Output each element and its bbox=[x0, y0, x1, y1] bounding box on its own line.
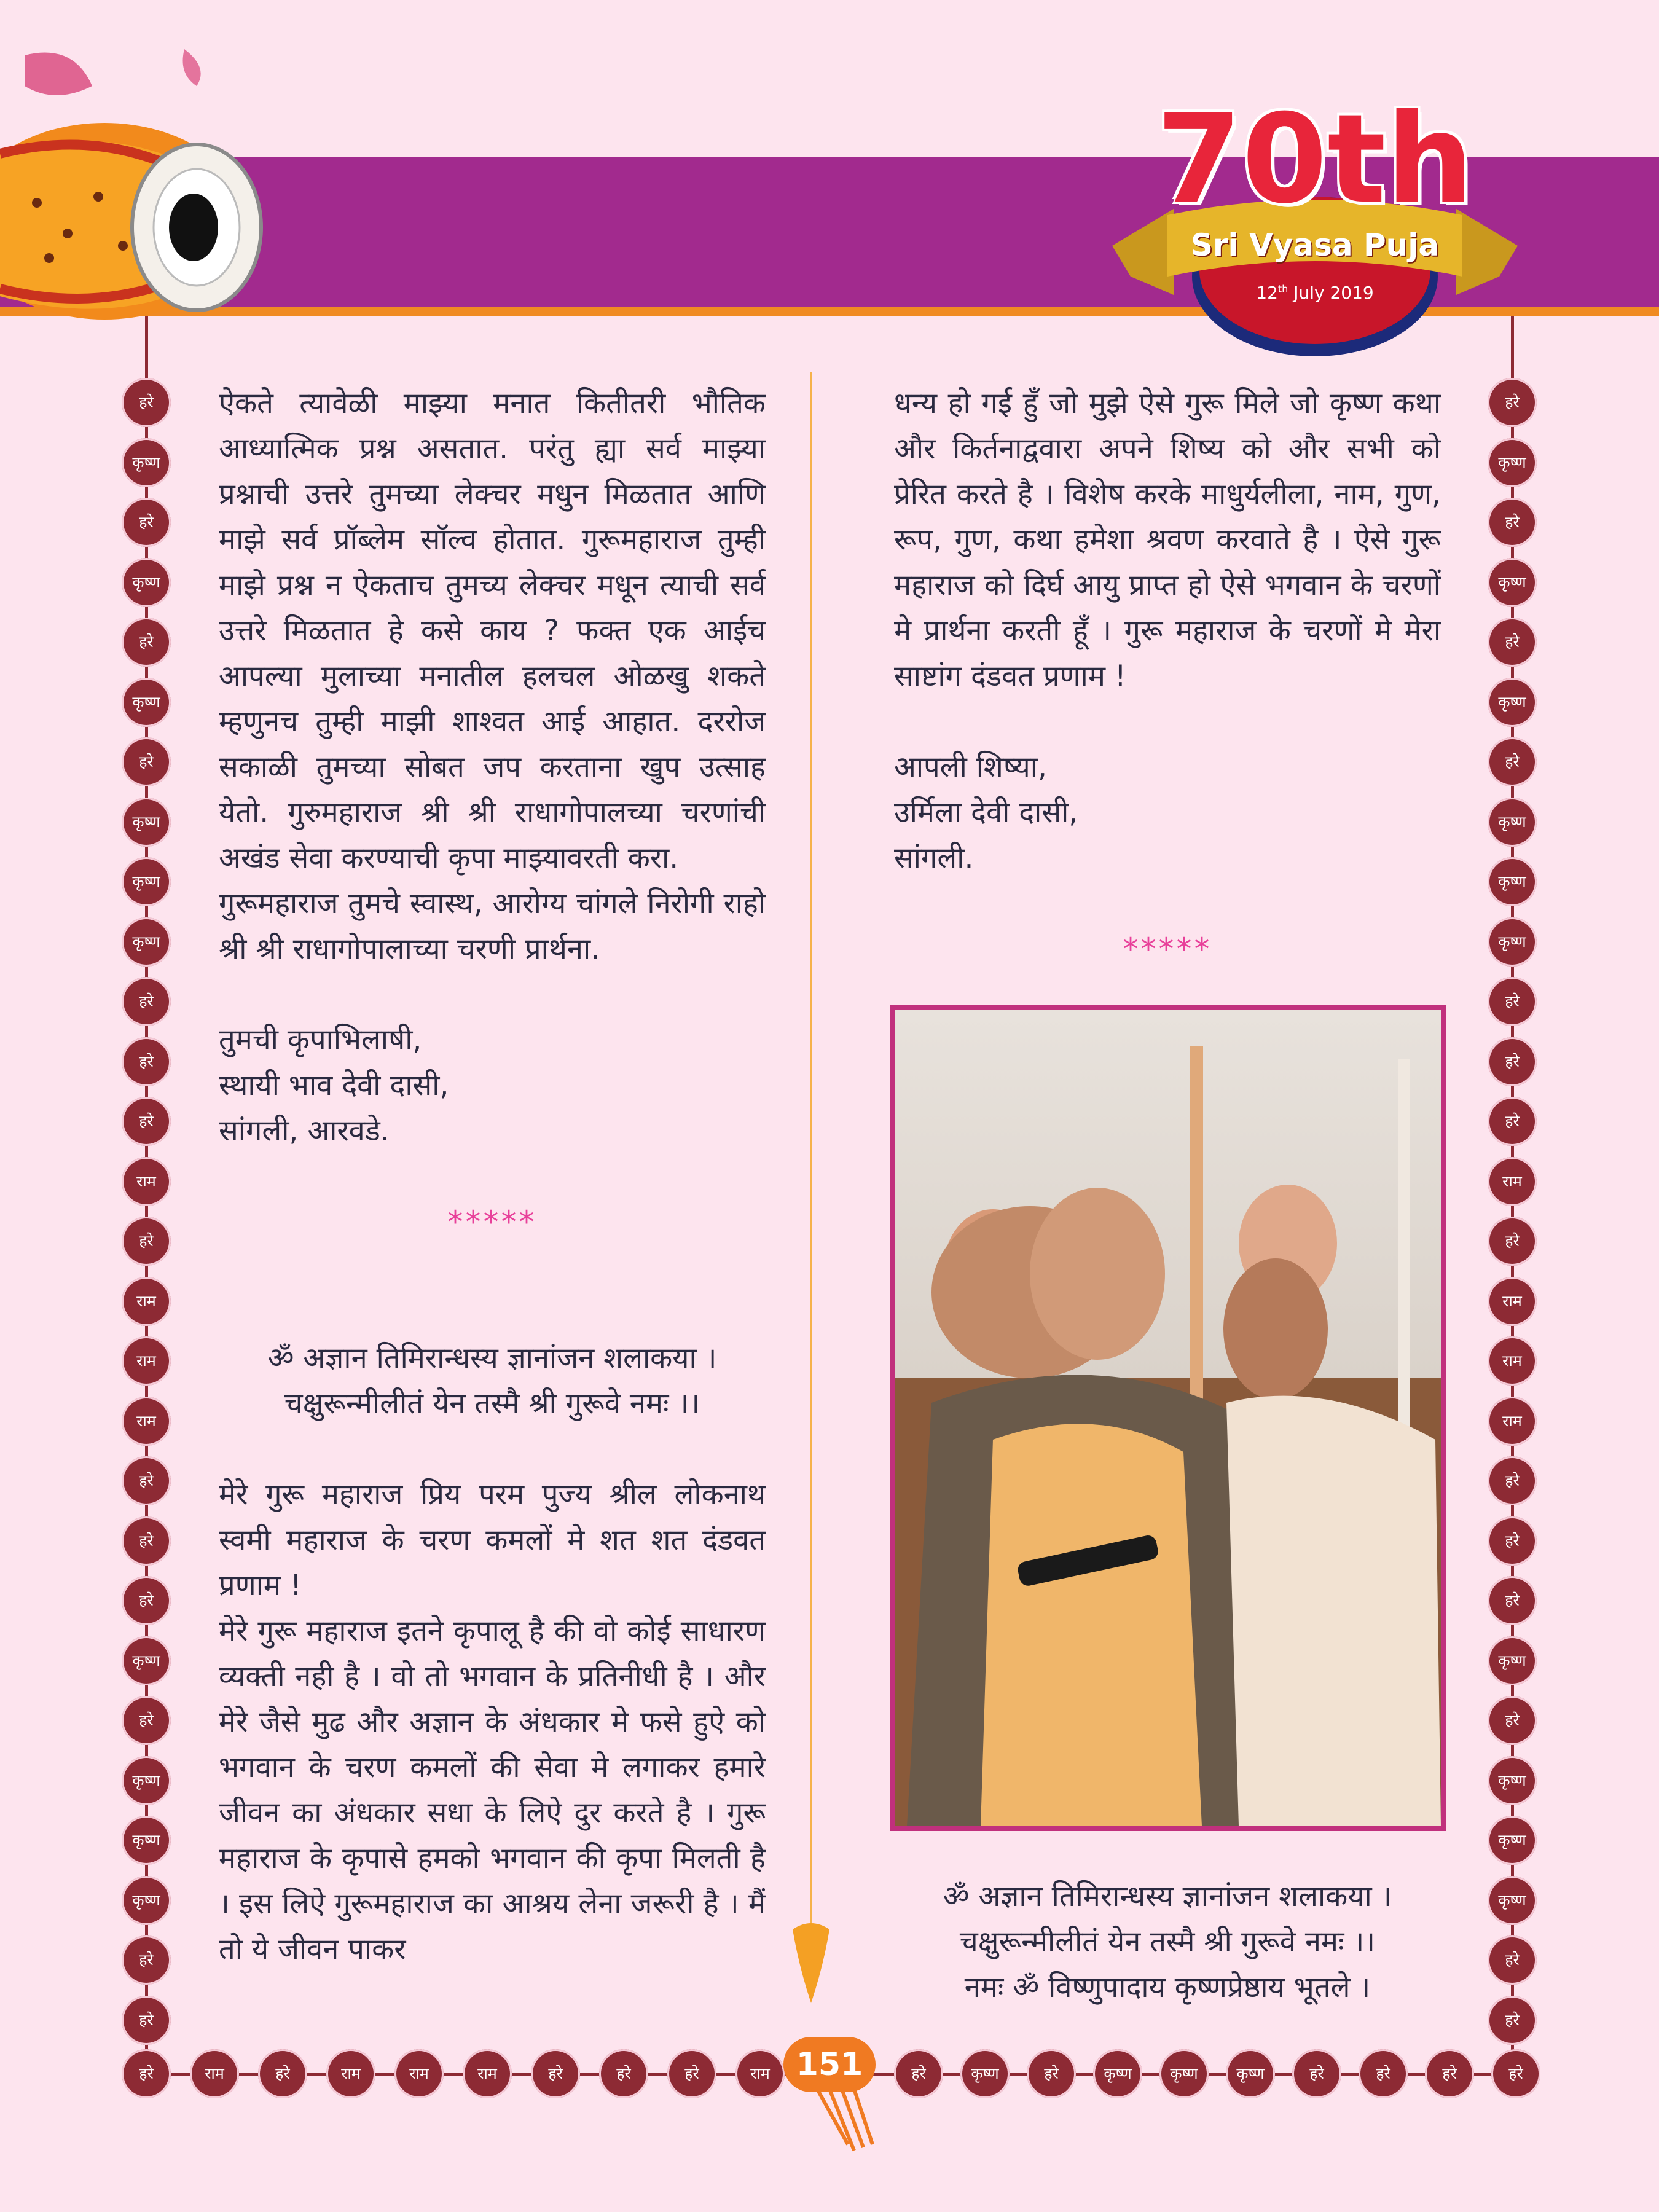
bead-left-2: हरे bbox=[122, 498, 171, 547]
bead-bottom-right-1: कृष्ण bbox=[960, 2049, 1010, 2098]
bead-left-18: हरे bbox=[122, 1456, 171, 1505]
bead-left-3: कृष्ण bbox=[122, 558, 171, 607]
bead-left-22: हरे bbox=[122, 1696, 171, 1745]
bead-right-3: कृष्ण bbox=[1488, 558, 1537, 607]
bead-left-1: कृष्ण bbox=[122, 438, 171, 487]
right-signature-line-2: उर्मिला देवी दासी, bbox=[894, 796, 1078, 830]
bead-bottom-right-9: हरे bbox=[1491, 2049, 1540, 2098]
bead-left-25: कृष्ण bbox=[122, 1876, 171, 1925]
bead-left-17: राम bbox=[122, 1397, 171, 1446]
bead-left-19: हरे bbox=[122, 1516, 171, 1566]
date-suffix: th bbox=[1277, 283, 1288, 295]
tassel-icon bbox=[786, 1911, 836, 2009]
bead-right-7: कृष्ण bbox=[1488, 798, 1537, 847]
bead-right-2: हरे bbox=[1488, 498, 1537, 547]
bead-bottom-left-4: राम bbox=[394, 2049, 444, 2098]
bead-bottom-right-2: हरे bbox=[1027, 2049, 1076, 2098]
left-mantra-line-2: चक्षुरून्मीलीतं येन तस्मै श्री गुरूवे नमः ।। bbox=[284, 1387, 700, 1421]
bead-right-26: हरे bbox=[1488, 1936, 1537, 1985]
right-signature-line-1: आपली शिष्या, bbox=[894, 750, 1047, 784]
left-signature-line-3: सांगली, आरवडे. bbox=[219, 1114, 390, 1148]
bead-right-14: हरे bbox=[1488, 1217, 1537, 1266]
bead-right-10: हरे bbox=[1488, 977, 1537, 1026]
bead-left-15: राम bbox=[122, 1277, 171, 1326]
bead-bottom-left-9: राम bbox=[735, 2049, 785, 2098]
bead-left-0: हरे bbox=[122, 378, 171, 427]
left-separator-stars: ***** bbox=[447, 1204, 537, 1240]
anniversary-badge bbox=[1094, 88, 1536, 356]
bead-bottom-right-7: हरे bbox=[1359, 2049, 1408, 2098]
bead-bottom-right-3: कृष्ण bbox=[1093, 2049, 1142, 2098]
bead-right-6: हरे bbox=[1488, 737, 1537, 786]
bead-bottom-left-0: हरे bbox=[122, 2049, 171, 2098]
bead-bottom-left-2: हरे bbox=[258, 2049, 307, 2098]
page-number: 151 bbox=[783, 2037, 876, 2092]
page-tassel-icon bbox=[805, 2089, 897, 2157]
left-column bbox=[219, 381, 766, 1972]
bead-left-12: हरे bbox=[122, 1097, 171, 1146]
left-signature-line-1: तुमची कृपाभिलाषी, bbox=[219, 1023, 422, 1057]
left-paragraph-3: मेरे गुरू महाराज प्रिय परम पुज्य श्रील लोकनाथ स्वमी महाराज के चरण कमलों मे शत शत दंडवत प्रणाम ! bbox=[219, 1478, 766, 1602]
bead-left-13: राम bbox=[122, 1157, 171, 1206]
bead-bottom-left-3: राम bbox=[326, 2049, 375, 2098]
photo-illustration bbox=[895, 1010, 1441, 1826]
bead-bottom-right-8: हरे bbox=[1425, 2049, 1474, 2098]
bead-bottom-right-5: कृष्ण bbox=[1226, 2049, 1275, 2098]
bead-bottom-left-7: हरे bbox=[599, 2049, 648, 2098]
bead-right-0: हरे bbox=[1488, 378, 1537, 427]
event-date bbox=[1094, 283, 1536, 303]
bead-right-23: कृष्ण bbox=[1488, 1756, 1537, 1805]
right-column bbox=[894, 381, 1441, 972]
left-mantra-line-1: ॐ अज्ञान तिमिरान्धस्य ज्ञानांजन शलाकया । bbox=[267, 1341, 717, 1375]
column-divider bbox=[810, 372, 812, 1920]
right-separator-stars: ***** bbox=[1123, 931, 1212, 967]
bead-bottom-left-8: हरे bbox=[667, 2049, 716, 2098]
bead-left-23: कृष्ण bbox=[122, 1756, 171, 1805]
bead-right-1: कृष्ण bbox=[1488, 438, 1537, 487]
left-paragraph-1: ऐकते त्यावेळी माझ्या मनात कितीतरी भौतिक आध्यात्मिक प्रश्न असतात. परंतु ह्या सर्व माझ्या प्रश्नाची उत्तरे तुमच्या लेक्चर मधुन मिळतात आणि माझे सर्व प्रॉब्लेम सॉल्व होतात. गुरूमहाराज तुम्ही माझे प्रश्न न ऐकताच तुमच्य लेक्चर मधून त्याची सर्व उत्तरे मिळतात हे कसे काय ? फक्त एक आईच आपल्या मुलाच्या मनातील हलचल ओळखु शकते म्हणुनच तुम्ही माझी शाश्वत आई आहात. दररोज सकाळी तुमच्या सोबत जप करताना खुप उत्साह येतो. गुरुमहाराज श्री श्री राधागोपालच्या चरणांची अखंड सेवा करण्याची कृपा माझ्यावरती करा. bbox=[219, 386, 766, 875]
bead-left-8: कृष्ण bbox=[122, 857, 171, 906]
event-title: Sri Vyasa Puja bbox=[1190, 227, 1440, 263]
bead-right-4: हरे bbox=[1488, 618, 1537, 667]
bead-right-24: कृष्ण bbox=[1488, 1816, 1537, 1865]
bead-bottom-left-6: हरे bbox=[531, 2049, 580, 2098]
left-paragraph-4: मेरे गुरू महाराज इतने कृपालू है की वो कोई साधारण व्यक्ती नही है । वो तो भगवान के प्रतिनीधी है । और मेरे जैसे मुढ और अज्ञान के अंधकार मे फसे हुऐ को भगवान के चरण कमलों की सेवा मे लगाकर हमारे जीवन का अंधकार सधा के लिऐ दुर करते है । गुरू महाराज के कृपासे हमको भगवान की कृपा मिलती है । इस लिऐ गुरूमहाराज का आश्रय लेना जरूरी है । मैं तो ये जीवन पाकर bbox=[219, 1614, 766, 1966]
right-mantra-line-2: चक्षुरून्मीलीतं येन तस्मै श्री गुरूवे नमः ।। bbox=[959, 1925, 1376, 1959]
date-month-year: July 2019 bbox=[1293, 283, 1374, 303]
bead-right-21: कृष्ण bbox=[1488, 1636, 1537, 1685]
bead-left-6: हरे bbox=[122, 737, 171, 786]
bead-left-10: हरे bbox=[122, 977, 171, 1026]
right-paragraph-1: धन्य हो गई हुँ जो मुझे ऐसे गुरू मिले जो कृष्ण कथा और किर्तनाद्ववारा अपने शिष्य को और सभी को प्रेरित करते है । विशेष करके माधुर्यलीला, नाम, गुण, रूप, गुण, कथा हमेशा श्रवण करवाते है । ऐसे गुरू महाराज को दिर्घ आयु प्राप्त हो ऐसे भगवान के चरणों मे प्रार्थना करती हूँ । गुरू महाराज के चरणों मे मेरा साष्टांग दंडवत प्रणाम ! bbox=[894, 386, 1441, 693]
bead-left-21: कृष्ण bbox=[122, 1636, 171, 1685]
bead-bottom-right-6: हरे bbox=[1292, 2049, 1341, 2098]
bead-left-24: कृष्ण bbox=[122, 1816, 171, 1865]
right-mantra-line-3: नमः ॐ विष्णुपादाय कृष्णप्रेष्ठाय भूतले । bbox=[964, 1971, 1371, 2004]
bead-right-18: हरे bbox=[1488, 1456, 1537, 1505]
anniversary-number: 70th bbox=[1156, 88, 1474, 231]
bead-right-19: हरे bbox=[1488, 1516, 1537, 1566]
right-mantra-block bbox=[894, 1874, 1441, 2010]
right-mantra-line-1: ॐ अज्ञान तिमिरान्धस्य ज्ञानांजन शलाकया । bbox=[943, 1880, 1392, 1913]
bead-left-7: कृष्ण bbox=[122, 798, 171, 847]
bead-right-16: राम bbox=[1488, 1336, 1537, 1386]
bead-left-11: हरे bbox=[122, 1037, 171, 1086]
bead-bottom-right-0: हरे bbox=[894, 2049, 943, 2098]
bead-left-5: कृष्ण bbox=[122, 678, 171, 727]
bead-left-20: हरे bbox=[122, 1576, 171, 1625]
mridanga-drum-icon bbox=[0, 49, 283, 344]
bead-right-17: राम bbox=[1488, 1397, 1537, 1446]
bead-right-9: कृष्ण bbox=[1488, 917, 1537, 967]
date-day: 12 bbox=[1256, 283, 1278, 303]
bead-right-5: कृष्ण bbox=[1488, 678, 1537, 727]
bead-bottom-left-1: राम bbox=[190, 2049, 239, 2098]
left-paragraph-2: गुरूमहाराज तुमचे स्वास्थ, आरोग्य चांगले निरोगी राहो श्री श्री राधागोपालाच्या चरणी प्रार्थना. bbox=[219, 887, 766, 966]
right-signature-line-3: सांगली. bbox=[894, 841, 974, 875]
bead-right-27: हरे bbox=[1488, 1996, 1537, 2045]
bead-right-11: हरे bbox=[1488, 1037, 1537, 1086]
bead-left-26: हरे bbox=[122, 1936, 171, 1985]
bead-bottom-left-5: राम bbox=[463, 2049, 512, 2098]
bead-right-20: हरे bbox=[1488, 1576, 1537, 1625]
bead-right-12: हरे bbox=[1488, 1097, 1537, 1146]
bead-left-16: राम bbox=[122, 1336, 171, 1386]
bead-bottom-right-4: कृष्ण bbox=[1159, 2049, 1209, 2098]
bead-right-8: कृष्ण bbox=[1488, 857, 1537, 906]
bead-left-14: हरे bbox=[122, 1217, 171, 1266]
bead-right-25: कृष्ण bbox=[1488, 1876, 1537, 1925]
bead-left-27: हरे bbox=[122, 1996, 171, 2045]
bead-right-22: हरे bbox=[1488, 1696, 1537, 1745]
left-signature-line-2: स्थायी भाव देवी दासी, bbox=[219, 1069, 449, 1102]
guru-photo bbox=[890, 1005, 1446, 1831]
bead-left-9: कृष्ण bbox=[122, 917, 171, 967]
bead-right-15: राम bbox=[1488, 1277, 1537, 1326]
bead-right-13: राम bbox=[1488, 1157, 1537, 1206]
bead-left-4: हरे bbox=[122, 618, 171, 667]
